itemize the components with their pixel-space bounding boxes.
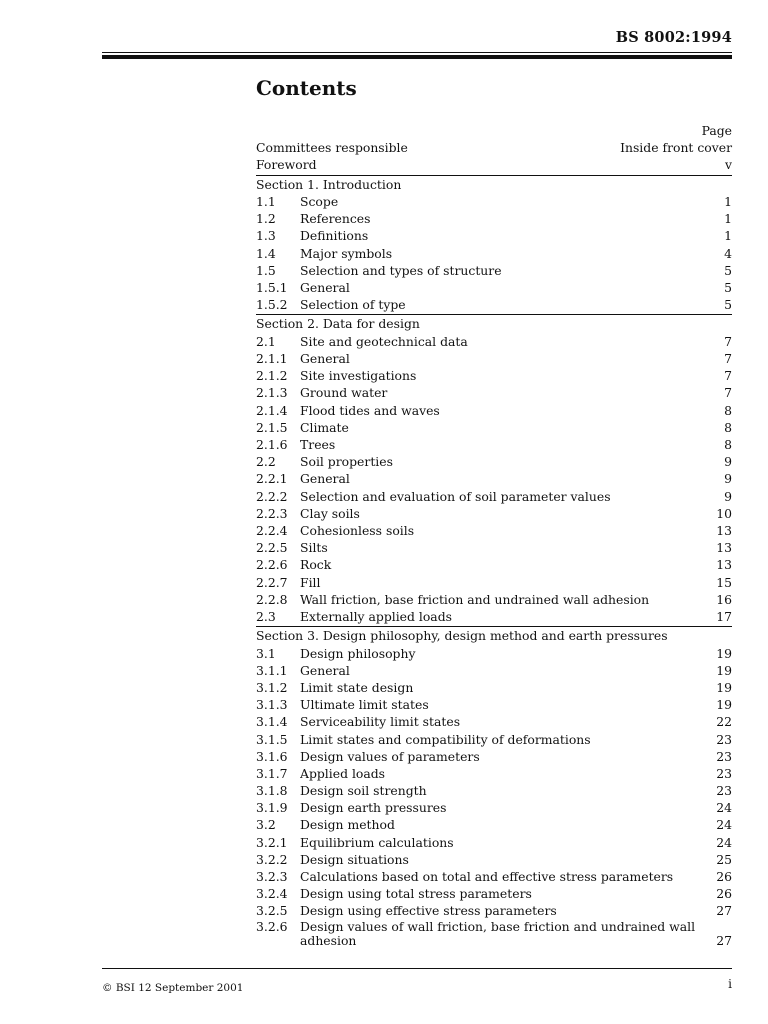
section-heading: Section 3. Design philosophy, design method and earth pressures — [256, 628, 668, 644]
toc-entry-label: Definitions — [300, 228, 369, 244]
toc-entry-number: 3.1.4 — [256, 714, 288, 730]
toc-entry-page: v — [725, 157, 732, 173]
toc-entry-number: 1.5.1 — [256, 280, 288, 295]
toc-entry-label: Clay soils — [300, 505, 360, 521]
table-of-contents — [256, 122, 732, 948]
toc-entry-number: 3.1.3 — [256, 697, 288, 713]
toc-entry-label: Foreword — [256, 157, 317, 173]
page-number: i — [728, 977, 732, 991]
toc-entry-page: 8 — [724, 402, 732, 418]
toc-entry-number: 2.3 — [256, 608, 276, 624]
toc-entry-label: Limit state design — [300, 679, 414, 695]
toc-entry-label: Design using effective stress parameters — [300, 903, 557, 919]
toc-entry-page: 10 — [716, 505, 732, 521]
toc-entry-label: General — [300, 662, 350, 678]
toc-entry-number: 3.2.2 — [256, 851, 288, 867]
toc-entry-page: 5 — [724, 297, 732, 313]
toc-entry-number: 2.1.3 — [256, 385, 288, 401]
toc-entry-number: 3.1.1 — [256, 662, 288, 678]
toc-entry-label: Design soil strength — [300, 783, 427, 799]
toc-entry-number: 3.2.3 — [256, 869, 288, 884]
toc-entry[interactable] — [256, 419, 732, 436]
toc-entry-number: 3.2.1 — [256, 834, 288, 850]
footer-rule — [102, 968, 732, 969]
toc-entry[interactable] — [256, 885, 732, 902]
toc-entry-label: Trees — [300, 437, 336, 452]
toc-entry[interactable] — [256, 556, 732, 573]
toc-entry-page: 27 — [716, 932, 732, 948]
toc-entry[interactable] — [256, 436, 732, 453]
toc-entry-page: 9 — [724, 488, 732, 504]
toc-entry-number: 2.1.5 — [256, 419, 288, 435]
section-heading-row[interactable] — [256, 627, 732, 645]
toc-entry-label: Site and geotechnical data — [300, 333, 468, 349]
toc-entry-page: 27 — [716, 903, 732, 919]
toc-entry-label: Design using total stress parameters — [300, 886, 532, 902]
toc-entry-page: 23 — [716, 765, 732, 781]
toc-entry-page: 17 — [716, 608, 732, 624]
toc-entry-label: Ground water — [300, 385, 388, 401]
toc-entry-number: 2.2.8 — [256, 591, 288, 607]
toc-entry[interactable] — [256, 662, 732, 679]
toc-entry-number: 3.1 — [256, 645, 276, 661]
section-heading-row[interactable] — [256, 176, 732, 194]
toc-entry[interactable] — [256, 591, 732, 608]
section-heading: Section 2. Data for design — [256, 316, 420, 332]
toc-entry-number: 2.2.3 — [256, 505, 288, 521]
toc-entry-page: 26 — [716, 869, 732, 884]
toc-entry[interactable] — [256, 539, 732, 556]
toc-entry-page: 13 — [716, 540, 732, 556]
standard-code: BS 8002:1994 — [615, 29, 732, 46]
toc-entry-page: 8 — [724, 437, 732, 452]
toc-entry-label: Silts — [300, 540, 328, 556]
front-matter-row[interactable] — [256, 156, 732, 173]
toc-entry-page: Inside front cover — [620, 140, 732, 156]
toc-entry-page: 19 — [716, 662, 732, 678]
toc-entry-number: 2.1.6 — [256, 437, 288, 452]
toc-entry-number: 2.2 — [256, 454, 276, 470]
toc-entry-page: 1 — [724, 211, 732, 227]
toc-entry-number: 1.5.2 — [256, 297, 288, 313]
copyright-notice: © BSI 12 September 2001 — [102, 982, 244, 994]
toc-entry[interactable] — [256, 816, 732, 833]
toc-entry-label: Site investigations — [300, 368, 417, 384]
toc-entry[interactable] — [256, 193, 732, 210]
toc-entry[interactable] — [256, 799, 732, 816]
toc-entry-number: 2.2.6 — [256, 557, 288, 573]
toc-entry[interactable] — [256, 333, 732, 350]
toc-entry-label: Climate — [300, 419, 349, 435]
section-heading-row[interactable] — [256, 315, 732, 333]
toc-entry-number: 2.2.4 — [256, 522, 288, 538]
toc-entry-number: 1.2 — [256, 211, 276, 227]
toc-entry[interactable] — [256, 782, 732, 799]
toc-entry-number: 1.4 — [256, 245, 276, 261]
toc-entry-label: Wall friction, base friction and undrained wall adhesion — [300, 591, 650, 607]
toc-entry[interactable] — [256, 296, 732, 313]
toc-entry-page: 23 — [716, 783, 732, 799]
toc-entry-number: 2.2.5 — [256, 540, 288, 556]
toc-entry-label: Ultimate limit states — [300, 697, 429, 713]
toc-entry[interactable] — [256, 402, 732, 419]
toc-entry-label: Design values of wall friction, base friction and undrained wall adhesion — [300, 919, 696, 948]
toc-entry-label: Cohesionless soils — [300, 522, 415, 538]
toc-entry-page: 7 — [724, 333, 732, 349]
toc-entry[interactable] — [256, 608, 732, 625]
toc-entry-page: 5 — [724, 262, 732, 278]
toc-entry[interactable] — [256, 765, 732, 782]
toc-entry-label: Selection of type — [300, 297, 406, 313]
toc-entry-page: 19 — [716, 645, 732, 661]
toc-entry-number: 3.1.5 — [256, 731, 288, 747]
toc-entry-label: General — [300, 280, 350, 295]
toc-entry-page: 24 — [716, 834, 732, 850]
toc-entry-number: 1.1 — [256, 194, 276, 210]
toc-entry-number: 1.3 — [256, 228, 276, 244]
toc-entry-page: 7 — [724, 368, 732, 384]
toc-entry-label: Externally applied loads — [300, 608, 452, 624]
toc-entry-page: 23 — [716, 731, 732, 747]
toc-entry-label: Committees responsible — [256, 140, 408, 156]
header-rule-thick — [102, 55, 732, 59]
toc-entry-page: 13 — [716, 557, 732, 573]
toc-entry-number: 3.2.5 — [256, 903, 288, 919]
toc-entry-number: 2.1.2 — [256, 368, 288, 384]
toc-entry-page: 8 — [724, 419, 732, 435]
toc-entry-label: Design situations — [300, 851, 409, 867]
toc-entry-page: 4 — [724, 245, 732, 261]
toc-entry-label: References — [300, 211, 371, 227]
toc-entry-label: Design earth pressures — [300, 800, 447, 816]
toc-entry[interactable] — [256, 453, 732, 470]
toc-entry-number: 2.2.7 — [256, 574, 288, 590]
toc-entry[interactable] — [256, 696, 732, 713]
toc-entry-page: 7 — [724, 351, 732, 367]
toc-entry[interactable] — [256, 868, 732, 885]
toc-entry-page: 22 — [716, 714, 732, 730]
toc-entry-page: 26 — [716, 886, 732, 902]
toc-entry-page: 23 — [716, 748, 732, 764]
section-heading: Section 1. Introduction — [256, 176, 402, 192]
toc-entry-number: 3.2.6 — [256, 918, 288, 934]
front-matter-row[interactable] — [256, 139, 732, 156]
toc-entry-label: Fill — [300, 574, 321, 590]
toc-entry-number: 3.1.6 — [256, 748, 288, 764]
toc-entry[interactable] — [256, 748, 732, 765]
toc-entry-page: 5 — [724, 280, 732, 295]
toc-entry-label: Limit states and compatibility of deformations — [300, 731, 591, 747]
toc-entry-label: Calculations based on total and effective stress parameters — [300, 869, 674, 884]
toc-entry-label: Applied loads — [300, 765, 386, 781]
toc-entry-label: Major symbols — [300, 245, 393, 261]
header-rule-thin — [102, 52, 732, 53]
toc-entry-page: 1 — [724, 194, 732, 210]
toc-entry-label: Flood tides and waves — [300, 402, 440, 418]
toc-entry-page: 25 — [716, 851, 732, 867]
toc-entry-page: 16 — [716, 591, 732, 607]
toc-entry-page: 19 — [716, 679, 732, 695]
page-column-header: Page — [701, 123, 732, 138]
toc-entry[interactable] — [256, 902, 732, 919]
toc-entry-label: General — [300, 471, 350, 487]
toc-entry-number: 2.1.4 — [256, 402, 288, 418]
toc-entry-number: 3.1.9 — [256, 800, 288, 816]
toc-entry-label: Equilibrium calculations — [300, 834, 454, 850]
toc-entry-number: 3.1.2 — [256, 679, 288, 695]
toc-entry[interactable] — [256, 522, 732, 539]
toc-entry-page: 9 — [724, 454, 732, 470]
toc-entry[interactable] — [256, 227, 732, 244]
toc-entry[interactable] — [256, 367, 732, 384]
toc-entry-label: Serviceability limit states — [300, 714, 461, 730]
toc-entry-page: 19 — [716, 697, 732, 713]
toc-entry-number: 2.2.2 — [256, 488, 288, 504]
toc-entry-number: 1.5 — [256, 262, 276, 278]
toc-entry-page: 24 — [716, 817, 732, 833]
toc-entry[interactable] — [256, 505, 732, 522]
toc-entry-number: 3.2 — [256, 817, 276, 833]
toc-entry[interactable] — [256, 834, 732, 851]
toc-entry[interactable] — [256, 279, 732, 296]
toc-entry-page: 13 — [716, 522, 732, 538]
toc-entry-label: General — [300, 351, 350, 367]
toc-entry[interactable] — [256, 645, 732, 662]
toc-entry-label: Design philosophy — [300, 645, 416, 661]
toc-entry-number: 2.1.1 — [256, 351, 288, 367]
toc-entry[interactable] — [256, 731, 732, 748]
toc-entry[interactable] — [256, 470, 732, 487]
toc-entry[interactable] — [256, 713, 732, 730]
toc-entry-number: 2.2.1 — [256, 471, 288, 487]
toc-entry-label: Rock — [300, 557, 332, 573]
toc-entry[interactable] — [256, 488, 732, 505]
toc-entry-label: Selection and types of structure — [300, 262, 502, 278]
toc-entry-label: Design values of parameters — [300, 748, 480, 764]
page-column-header-row — [256, 122, 732, 139]
toc-entry[interactable] — [256, 384, 732, 401]
toc-entry-page: 9 — [724, 471, 732, 487]
page-title: Contents — [256, 76, 357, 100]
toc-entry-number: 3.1.8 — [256, 783, 288, 799]
toc-entry-page: 1 — [724, 228, 732, 244]
toc-entry[interactable] — [256, 574, 732, 591]
toc-entry[interactable] — [256, 679, 732, 696]
toc-entry-page: 24 — [716, 800, 732, 816]
toc-entry[interactable] — [256, 851, 732, 868]
toc-entry[interactable] — [256, 210, 732, 227]
toc-entry-label: Soil properties — [300, 454, 393, 470]
toc-entry-page: 7 — [724, 385, 732, 401]
toc-entry-page: 15 — [716, 574, 732, 590]
toc-entry-number: 3.2.4 — [256, 886, 288, 902]
toc-entry[interactable] — [256, 262, 732, 279]
toc-entry-number: 3.1.7 — [256, 765, 288, 781]
toc-entry-label: Scope — [300, 194, 339, 210]
toc-entry[interactable] — [256, 245, 732, 262]
toc-entry-label: Selection and evaluation of soil parameter values — [300, 488, 611, 504]
toc-entry[interactable] — [256, 920, 732, 948]
toc-entry-number: 2.1 — [256, 333, 276, 349]
toc-entry-label: Design method — [300, 817, 395, 833]
toc-entry[interactable] — [256, 350, 732, 367]
